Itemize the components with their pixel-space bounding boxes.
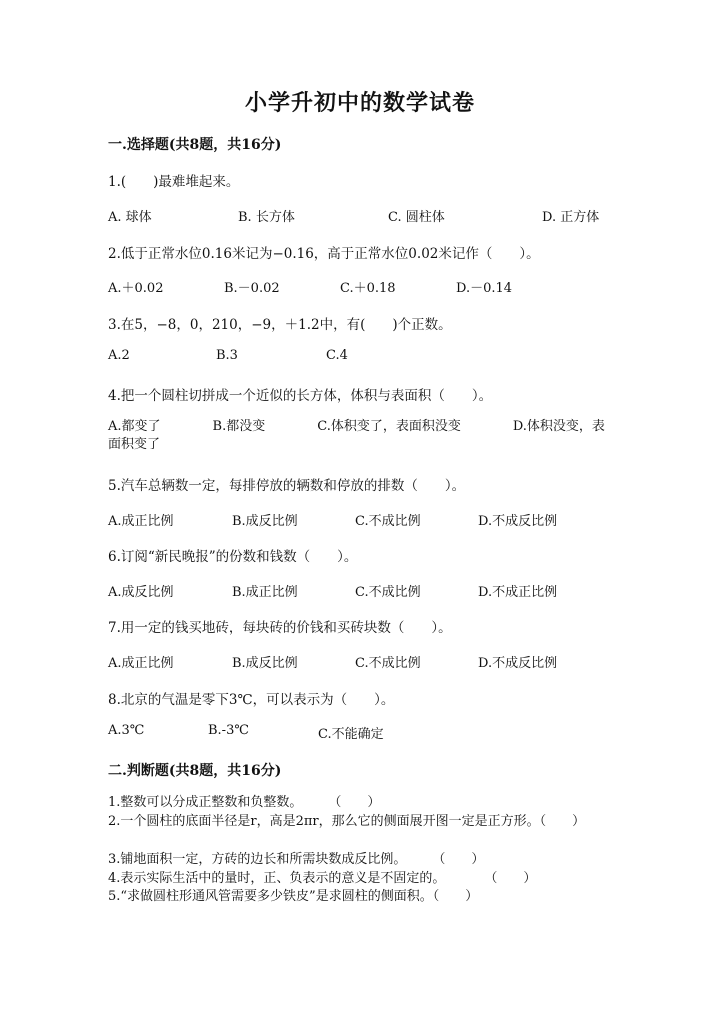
option: C. 圆柱体 (388, 210, 445, 225)
question-stem: 4.把一个圆柱切拼成一个近似的长方体，体积与表面积（ ）。 (108, 388, 493, 404)
option: A. 球体 (108, 210, 152, 225)
question-stem: 2.低于正常水位0.16米记为−0.16，高于正常水位0.02米记作（ ）。 (108, 246, 540, 262)
question-stem: 3.在5，−8，0，210，−9，＋1.2中，有( )个正数。 (108, 317, 452, 333)
judgement-item: 3.铺地面积一定，方砖的边长和所需块数成反比例。 （ ） (108, 852, 485, 867)
option: D.－0.14 (456, 281, 513, 296)
page-title: 小学升初中的数学试卷 (244, 90, 475, 116)
options-wrapped: A.都变了 B.都没变 C.体积变了，表面积没变 D.体积没变，表面积变了 (108, 419, 605, 452)
option: D.不成反比例 (478, 656, 558, 671)
option: D. 正方体 (542, 210, 600, 225)
option: B.成反比例 (232, 514, 298, 529)
option: D.不成反比例 (478, 514, 558, 529)
section-heading-judgement: 二.判断题(共8题，共16分) (108, 763, 282, 779)
option: B.3 (216, 348, 238, 363)
judgement-item: 5.“求做圆柱形通风管需要多少铁皮”是求圆柱的侧面积。（ ） (108, 889, 479, 904)
option: C.不成比例 (355, 514, 421, 529)
option: B. 长方体 (238, 210, 295, 225)
option: B.－0.02 (224, 281, 280, 296)
option: A.3℃ (108, 723, 145, 738)
option: B.-3℃ (208, 723, 249, 738)
option: C.4 (326, 348, 348, 363)
question-stem: 8.北京的气温是零下3℃，可以表示为（ ）。 (108, 692, 395, 708)
option: C.不能确定 (318, 727, 384, 742)
judgement-item: 4.表示实际生活中的量时，正、负表示的意义是不固定的。 （ ） (108, 871, 537, 886)
option: B.成反比例 (232, 656, 298, 671)
option: C.不成比例 (355, 656, 421, 671)
option: A.2 (108, 348, 130, 363)
question-stem: 1.( )最难堆起来。 (108, 174, 240, 190)
judgement-item: 2.一个圆柱的底面半径是r，高是2πr，那么它的侧面展开图一定是正方形。（ ） (108, 814, 586, 829)
question-stem: 6.订阅“新民晚报”的份数和钱数（ ）。 (108, 549, 358, 565)
section-heading-choice: 一.选择题(共8题，共16分) (108, 137, 282, 153)
option: B.成正比例 (232, 585, 298, 600)
question-stem: 7.用一定的钱买地砖，每块砖的价钱和买砖块数（ ）。 (108, 620, 452, 636)
option: C.不成比例 (355, 585, 421, 600)
judgement-item: 1.整数可以分成正整数和负整数。 （ ） (108, 795, 381, 810)
option: A.成反比例 (108, 585, 174, 600)
option: A.成正比例 (108, 656, 174, 671)
question-stem: 5.汽车总辆数一定，每排停放的辆数和停放的排数（ ）。 (108, 478, 466, 494)
option: D.不成正比例 (478, 585, 558, 600)
option: A.成正比例 (108, 514, 174, 529)
option: A.＋0.02 (108, 281, 164, 296)
option: C.＋0.18 (340, 281, 396, 296)
